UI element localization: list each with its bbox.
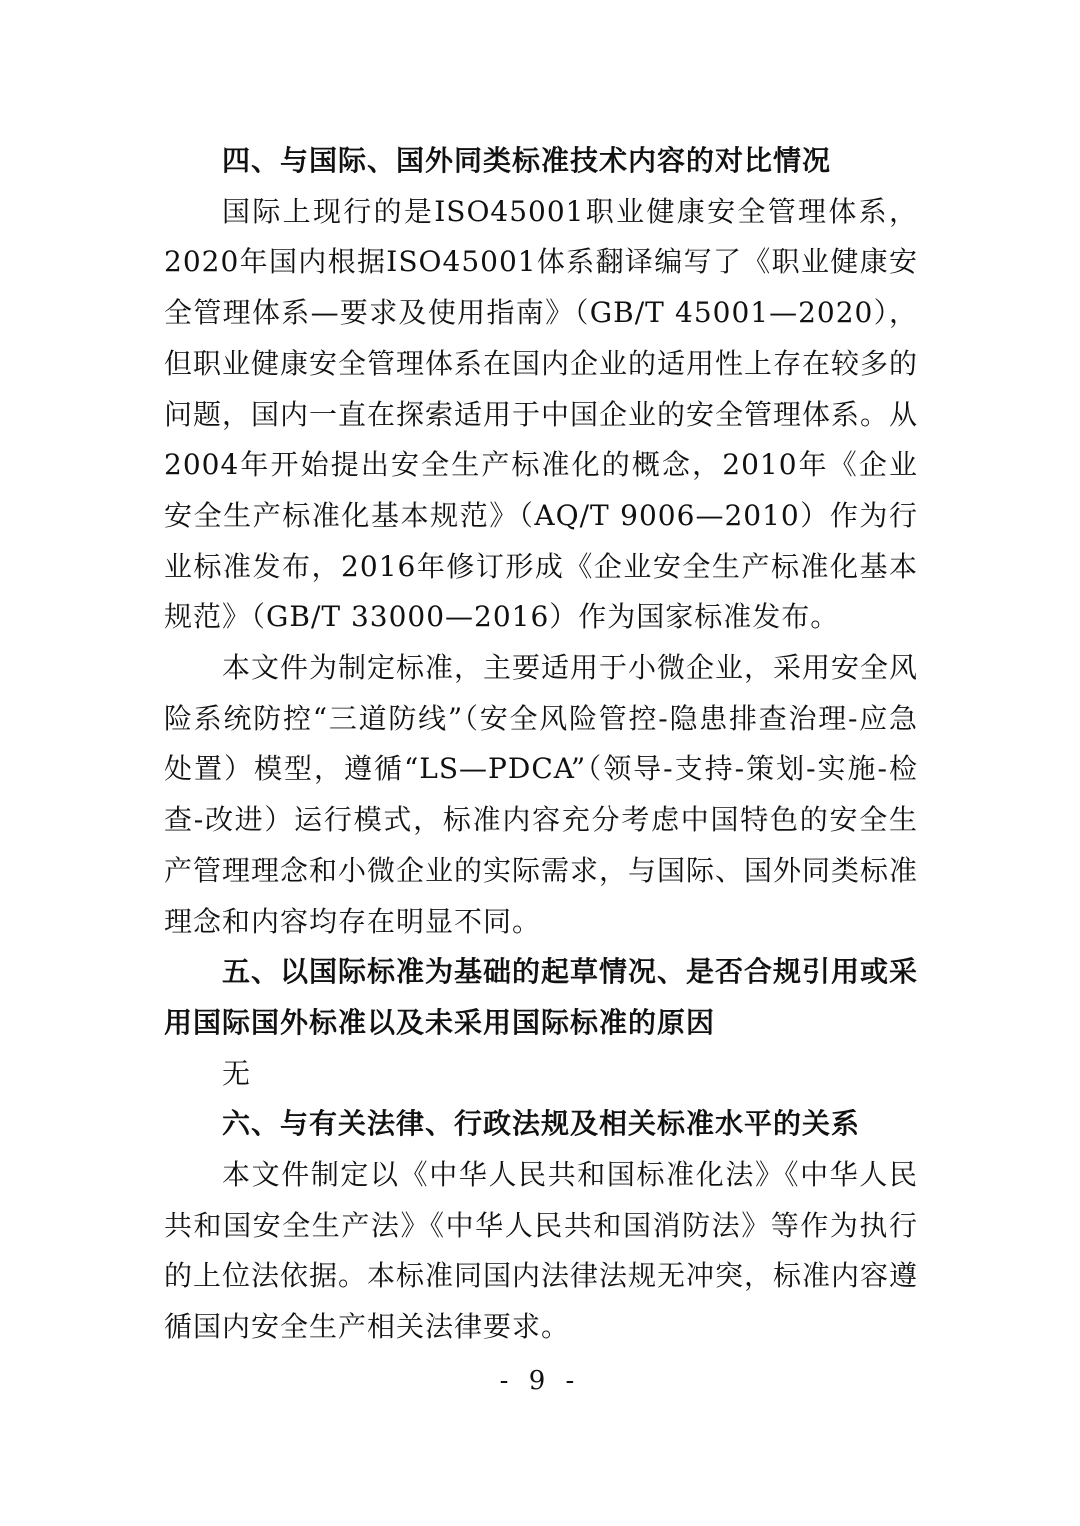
section-4-heading: 四、与国际、国外同类标准技术内容的对比情况 <box>222 144 832 177</box>
page-number: - 9 - <box>499 1366 581 1396</box>
document-body <box>164 136 918 1353</box>
section-5-heading: 五、以国际标准为基础的起草情况、是否合规引用或采用国际国外标准以及未采用国际标准的原因 <box>164 955 919 1039</box>
section-6-paragraph-1: 本文件制定以《中华人民共和国标准化法》《中华人民共和国安全生产法》《中华人民共和国消防法》等作为执行的上位法依据。本标准同国内法律法规无冲突，标准内容遵循国内安全生产相关法律要求。 <box>164 1158 919 1344</box>
section-4-paragraph-1: 国际上现行的是ISO45001职业健康安全管理体系，2020年国内根据ISO45001体系翻译编写了《职业健康安全管理体系—要求及使用指南》（GB/T 45001—2020），但职业健康安全管理体系在国内企业的适用性上存在较多的问题，国内一直在探索适用于中国企业的安全管理体系。从2004年开始提出安全生产标准化的概念，2010年《企业安全生产标准化基本规范》（AQ/T 9006—2010）作为行业标准发布，2016年修订形成《企业安全生产标准化基本规范》（GB/T 33000—2016）作为国家标准发布。 <box>164 194 919 634</box>
section-4-paragraph-2: 本文件为制定标准，主要适用于小微企业，采用安全风险系统防控“三道防线”（安全风险管控-隐患排查治理-应急处置）模型，遵循“LS—PDCA”（领导-支持-策划-实施-检查-改进）运行模式，标准内容充分考虑中国特色的安全生产管理理念和小微企业的实际需求，与国际、国外同类标准理念和内容均存在明显不同。 <box>164 651 919 938</box>
section-6-heading: 六、与有关法律、行政法规及相关标准水平的关系 <box>222 1107 861 1141</box>
section-5-paragraph-1: 无 <box>222 1056 252 1090</box>
